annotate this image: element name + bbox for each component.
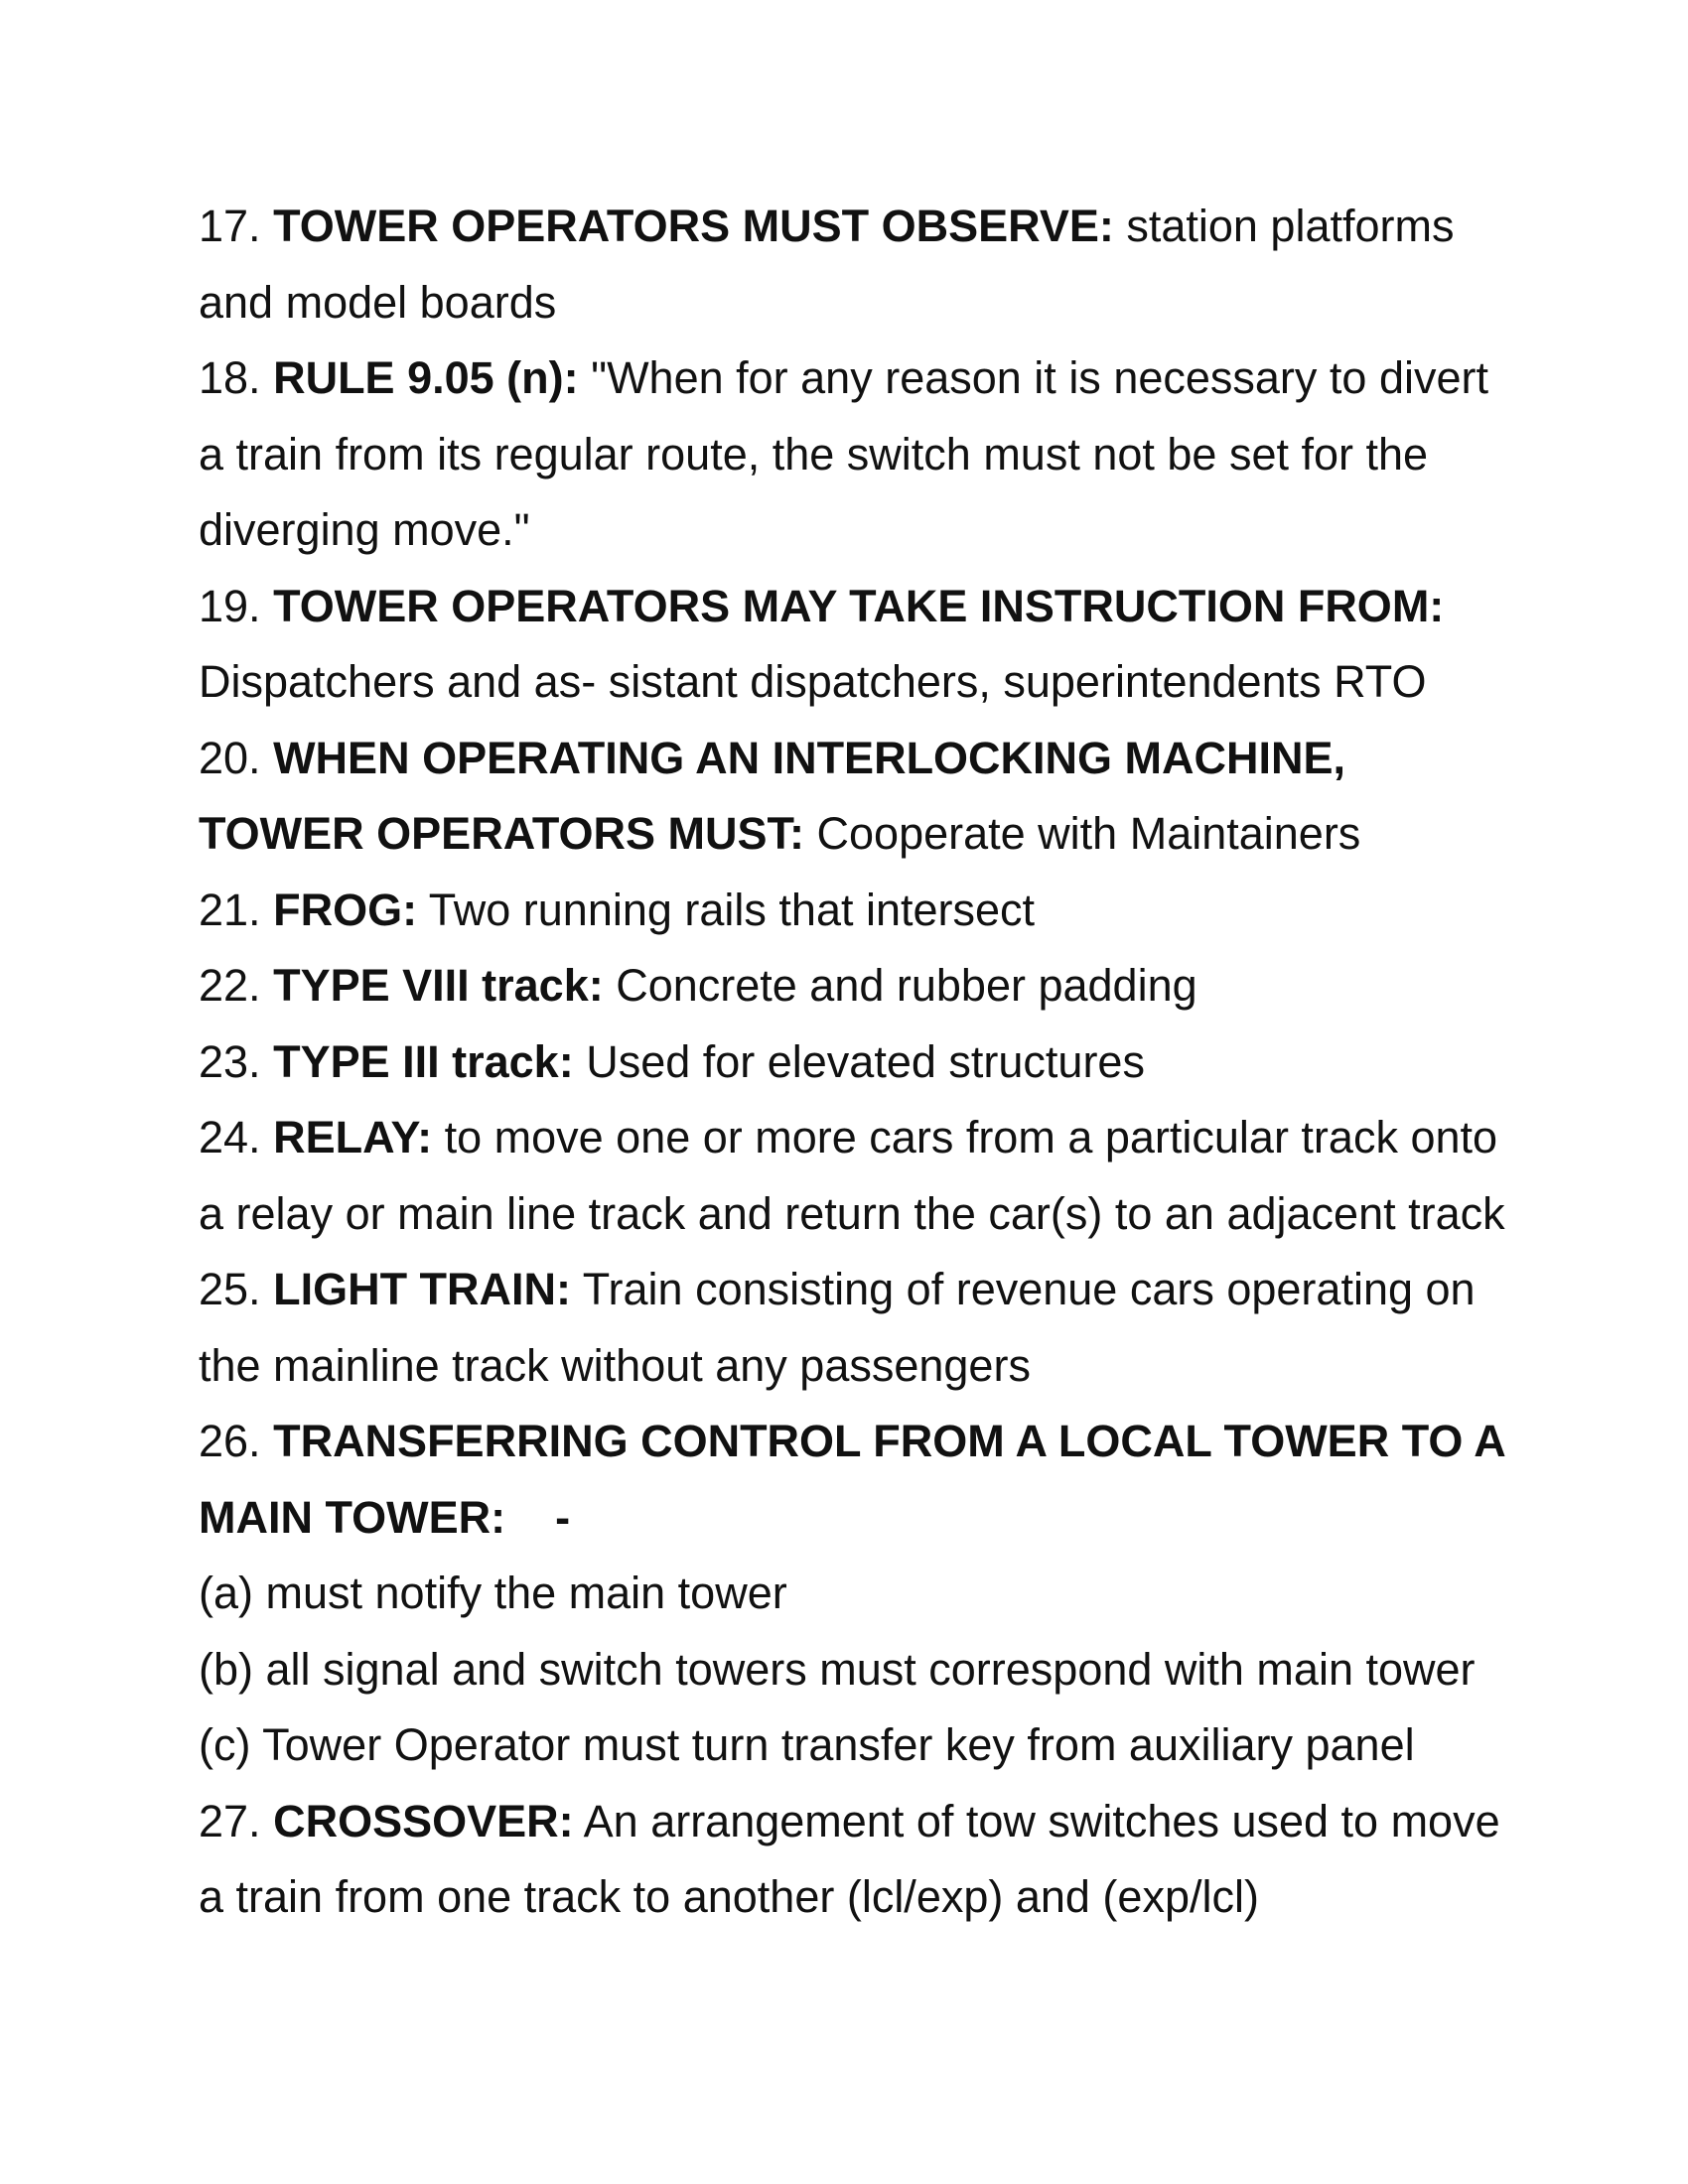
item-text: Concrete and rubber padding xyxy=(603,960,1197,1011)
item-number: 25. xyxy=(199,1264,261,1314)
text-line xyxy=(199,1632,1509,1708)
item-text: An arrangement of tow switches used to move xyxy=(573,1795,1500,1846)
bold-term: TYPE VIII track: xyxy=(273,960,604,1011)
bold-term: WHEN OPERATING AN INTERLOCKING MACHINE, xyxy=(273,732,1346,783)
item-text: and model boards xyxy=(199,276,557,328)
item-text: (b) all signal and switch towers must correspond with main tower xyxy=(199,1643,1476,1695)
text-line xyxy=(199,1404,1509,1480)
text-line xyxy=(199,492,1509,569)
text-line xyxy=(199,721,1509,797)
bold-term: TOWER OPERATORS MUST OBSERVE: xyxy=(273,201,1114,251)
item-text: Dispatchers and as- sistant dispatchers, superintendents RTO xyxy=(199,656,1427,707)
text-line xyxy=(199,1024,1509,1101)
item-text: (c) Tower Operator must turn transfer key from auxiliary panel xyxy=(199,1719,1415,1770)
bold-term: TOWER OPERATORS MUST: xyxy=(199,808,805,859)
item-number: 17. xyxy=(199,201,261,251)
text-line xyxy=(199,1859,1509,1936)
text-line xyxy=(199,1100,1509,1176)
text-line xyxy=(199,341,1509,417)
text-line xyxy=(199,417,1509,493)
item-number: 23. xyxy=(199,1035,261,1087)
bold-term: FROG: xyxy=(273,884,418,935)
item-number: 27. xyxy=(199,1795,261,1846)
item-number: 22. xyxy=(199,960,261,1011)
item-text: diverging move." xyxy=(199,504,530,555)
item-text: a relay or main line track and return the car(s) to an adjacent track xyxy=(199,1187,1505,1239)
bold-term: CROSSOVER: xyxy=(273,1795,574,1846)
item-text: Train consisting of revenue cars operating on xyxy=(571,1264,1476,1314)
text-line xyxy=(199,1556,1509,1632)
text-line xyxy=(199,873,1509,949)
text-line xyxy=(199,189,1509,265)
item-text: (a) must notify the main tower xyxy=(199,1568,787,1618)
text-line xyxy=(199,1252,1509,1328)
text-line xyxy=(199,796,1509,873)
bold-term: RELAY: xyxy=(273,1112,433,1162)
item-text: a train from its regular route, the switch must not be set for the xyxy=(199,428,1429,479)
text-line xyxy=(199,644,1509,721)
item-number: 26. xyxy=(199,1416,261,1466)
document-body xyxy=(199,189,1509,1936)
text-line xyxy=(199,1480,1509,1557)
item-text: "When for any reason it is necessary to divert xyxy=(578,352,1488,403)
bold-term: TOWER OPERATORS MAY TAKE INSTRUCTION FROM: xyxy=(273,580,1445,631)
item-text: Used for elevated structures xyxy=(573,1035,1145,1087)
item-number: 20. xyxy=(199,732,261,783)
item-text: a train from one track to another (lcl/exp) and (exp/lcl) xyxy=(199,1871,1259,1922)
text-line xyxy=(199,1707,1509,1784)
bold-term: TYPE III track: xyxy=(273,1035,574,1087)
bold-term: MAIN TOWER: - xyxy=(199,1491,571,1543)
text-line xyxy=(199,1176,1509,1253)
text-line xyxy=(199,948,1509,1024)
item-number: 21. xyxy=(199,884,261,935)
item-number: 19. xyxy=(199,580,261,631)
item-text: Two running rails that intersect xyxy=(417,884,1036,935)
text-line xyxy=(199,569,1509,645)
item-text: Cooperate with Maintainers xyxy=(804,808,1361,859)
text-line xyxy=(199,265,1509,341)
item-text: station platforms xyxy=(1113,201,1455,251)
item-number: 18. xyxy=(199,352,261,403)
item-text: the mainline track without any passengers xyxy=(199,1339,1031,1391)
text-line xyxy=(199,1784,1509,1860)
bold-term: LIGHT TRAIN: xyxy=(273,1264,572,1314)
item-text: to move one or more cars from a particular track onto xyxy=(432,1112,1498,1162)
bold-term: TRANSFERRING CONTROL FROM A LOCAL TOWER TO A xyxy=(273,1416,1506,1466)
item-number: 24. xyxy=(199,1112,261,1162)
text-line xyxy=(199,1328,1509,1405)
bold-term: RULE 9.05 (n): xyxy=(273,352,579,403)
